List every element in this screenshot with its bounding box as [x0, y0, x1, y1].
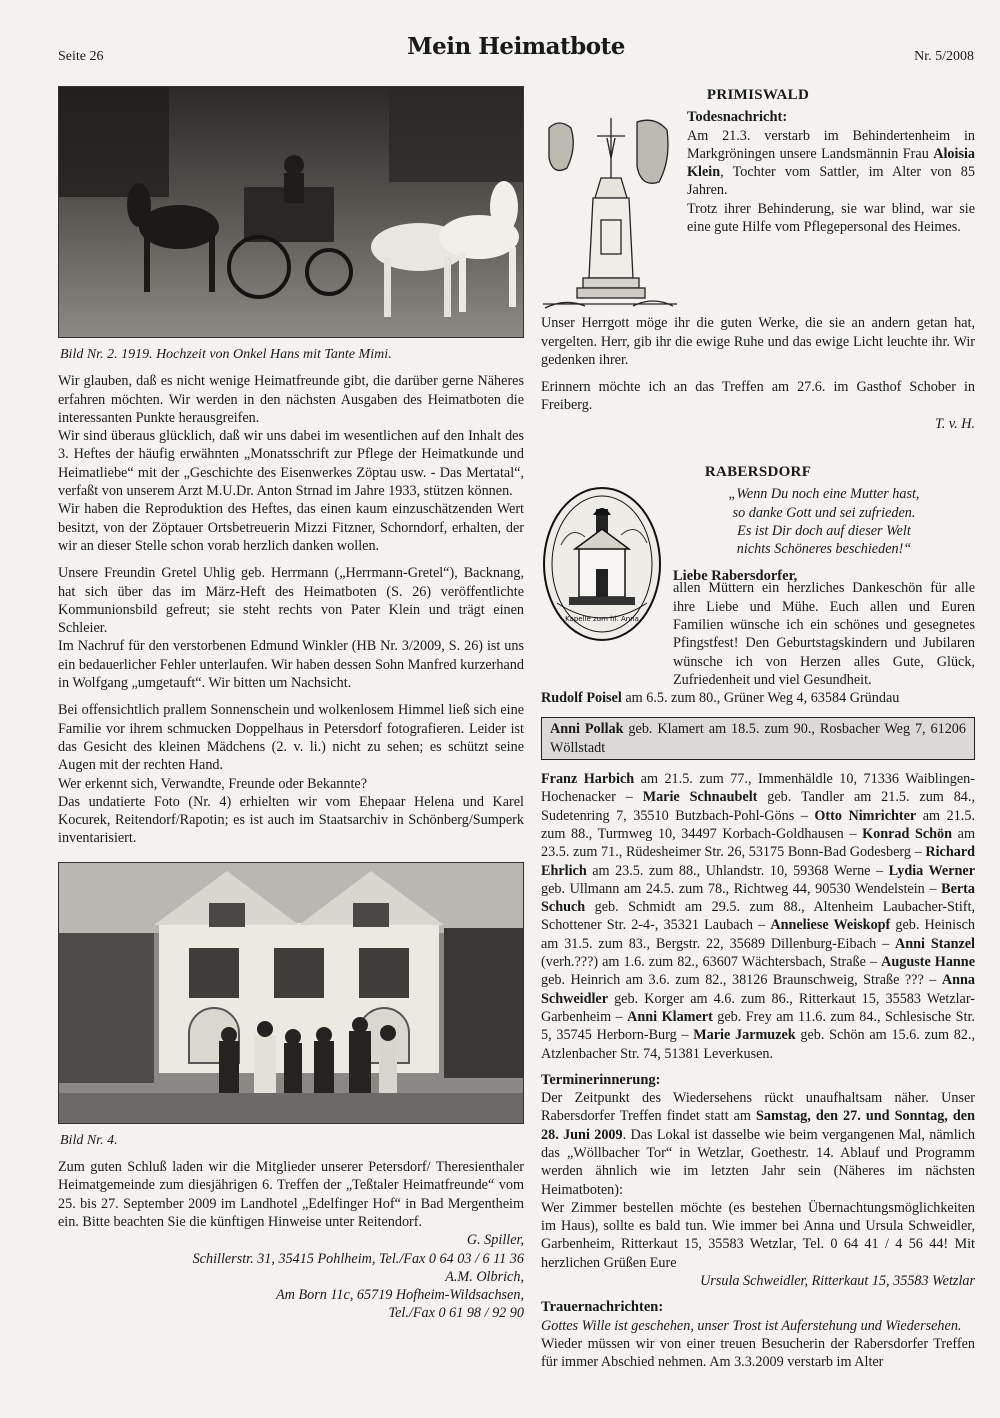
termin-text: Der Zeitpunkt des Wiedersehens rückt unaufhaltsam näher. Unser Rabersdorfer Treffen findet statt am Samstag, den 27. und Sonntag, den 28. Juni 2009. Das Lokal ist dasselbe wie beim vergangenen Mal, nämlich das „Wöllbacher Tor“ in Wetzlar, Goethestr. 14. Ablauf und Programm werden ähnlich wie im letzten Jahr sein (Näheres im nächsten Heimatboten):	[541, 1090, 975, 1198]
greeting-heading: Liebe Rabersdorfer,	[673, 567, 798, 584]
primiswald-section	[541, 86, 975, 433]
birthday-details: am 23.5. zum 88., Uhlandstr. 10, 59368 Werne –	[586, 862, 889, 879]
birthday-details: am 21.5. zum 88., Turmweg 10, 34497 Korbach-Goldhausen –	[541, 807, 975, 842]
chapel-logo-text: Kapelle zum hl. Anna	[565, 615, 639, 624]
signature-name: G. Spiller,	[466, 1232, 524, 1249]
birthday-name: Marie Jarmuzek	[693, 1027, 796, 1044]
birthday-details: am 21.5. zum 77., Immenhäldle 10, 71336 Waiblingen-Hochenacker –	[541, 771, 975, 806]
section-title: RABERSDORF	[704, 464, 812, 481]
house-image	[59, 863, 524, 1124]
poem-line: so danke Gott und sei zufrieden.	[732, 504, 916, 521]
article-paragraph: Wer erkennt sich, Verwandte, Freunde oder Bekannte?	[58, 775, 368, 792]
death-notice-heading: Todesnachricht:	[687, 109, 788, 126]
signature-name: A.M. Olbrich,	[445, 1268, 524, 1285]
birthday-entry: Rudolf Poisel am 6.5. zum 80., Grüner Weg 4, 63584 Gründau	[541, 690, 900, 707]
birthday-details: geb. Korger am 4.6. zum 86., Ritterkaut 15, 35583 Wetzlar-Garbenheim –	[541, 990, 975, 1025]
highlighted-birthday-box: Anni Pollak geb. Klamert am 18.5. zum 90., Rosbacher Weg 7, 61206 Wöllstadt	[541, 717, 975, 760]
article-paragraph: Bei offensichtlich prallem Sonnenschein und wolkenlosem Himmel ließ sich eine Familie vor ihrem schmucken Doppelhaus in Petersdorf fotografieren. Leider ist das Gesicht des kleinen Mädchens (2. v. li.) nicht zu sehen; es schützt seine Augen mit der rechten Hand.	[58, 702, 524, 774]
birthday-details: geb. Heinrich am 3.6. zum 82., 38126 Braunschweig, Straße ??? –	[541, 972, 942, 989]
article-paragraph: Das undatierte Foto (Nr. 4) erhielten wir vom Ehepaar Helena und Karel Kocurek, Reitendorf/Rapotin; es ist auch im Staatsarchiv in Schönberg/Sumperk inventarisiert.	[58, 793, 524, 847]
cross-monument-illustration	[541, 108, 679, 314]
right-column	[541, 86, 975, 1372]
chapel-icon	[541, 485, 663, 643]
birthday-name: Anni Klamert	[627, 1008, 713, 1025]
article-paragraph: Trotz ihrer Behinderung, sie war blind, war sie eine gute Hilfe vom Pflegepersonal des Heimes.	[687, 200, 975, 236]
signature-address: Schillerstr. 31, 35415 Pohlheim, Tel./Fax 0 64 03 / 6 11 36	[192, 1250, 524, 1267]
issue-number: Nr. 5/2008	[914, 49, 974, 64]
poem-line: „Wenn Du noch eine Mutter hast,	[728, 486, 920, 503]
birthday-details: am 23.5. zum 71., Rüdesheimer Str. 26, 53175 Bonn-Bad Godesberg –	[541, 825, 975, 861]
birthday-details: geb. Heinisch am 31.5. zum 83., Bergstr. 22, 35689 Dillenburg-Eibach –	[541, 917, 975, 952]
birthday-details: geb. Schön am 15.6. zum 82., Atzlenbacher Str. 74, 51381 Leverkusen.	[541, 1027, 975, 1062]
termin-heading: Terminerinnerung:	[541, 1071, 661, 1088]
birthday-name: Lydia Werner	[888, 862, 975, 879]
birthday-details: (verh.???) am 1.6. zum 82., 63607 Wächtersbach, Straße –	[541, 954, 882, 971]
article-paragraph: Wir haben die Reproduktion des Heftes, das einen kaum einzuschätzenden Wert besitzt, von der Zöptauer Ortsbetreuerin Mizzi Fitzner, Schorndorf, erhalten, der wir an dieser Stelle schon vorab herzlich danken wollen.	[58, 501, 524, 554]
birthday-name: Auguste Hanne	[881, 954, 975, 971]
trauer-heading: Trauernachrichten:	[541, 1299, 664, 1316]
birthday-name: Konrad Schön	[862, 825, 953, 842]
signature-address: Am Born 11c, 65719 Hofheim-Wildsachsen,	[276, 1287, 524, 1304]
signature: Ursula Schweidler, Ritterkaut 15, 35583 Wetzlar	[700, 1273, 975, 1290]
poem-line: nichts Schöneres beschieden!“	[736, 541, 912, 558]
article-paragraph: Wir glauben, daß es nicht wenige Heimatfreunde gibt, die darüber gerne Näheres erfahren möchten. Wir werden in den nächsten Ausgaben des Heimatboten die interessanten Punkte herausgreifen.	[58, 373, 524, 426]
carriage-image	[59, 87, 524, 338]
article-paragraph: Zum guten Schluß laden wir die Mitglieder unserer Petersdorf/ Theresienthaler Heimatgemeinde zum diesjährigen 6. Treffen der „Teßtaler Heimatfreunde“ vom 25. bis 27. September 2009 im Landhotel „Edelfinger Hof“ in Bad Mergentheim ein. Bitte beachten Sie die künftigen Hinweise unter Reitendorf.	[58, 1159, 524, 1230]
wedding-carriage-photo	[58, 86, 524, 338]
article-paragraph: Erinnern möchte ich an das Treffen am 27.6. im Gasthof Schober in Freiberg.	[541, 379, 975, 414]
article-paragraph: Wir sind überaus glücklich, daß wir uns dabei im wesentlichen auf den Inhalt des 3. Heftes der häufig erwähnten „Monatsschrift zur Pflege der Heimatkunde und Heimatliebe“ mit der „Geschichte des Eisenwerkes Zöptau usw. - Das Mertatal“, verfaßt von unserem Arzt M.U.Dr. Anton Strnad im Jahre 1933, stützen können.	[58, 428, 524, 500]
birthday-name: Berta Schuch	[541, 880, 975, 916]
family-house-photo	[58, 862, 524, 1124]
photo-caption-4: Bild Nr. 4.	[60, 1132, 118, 1148]
article-paragraph: Wieder müssen wir von einer treuen Besucherin der Rabersdorfer Treffen für immer Abschied nehmen. Am 3.3.2009 verstarb im Alter	[541, 1335, 975, 1371]
rabersdorf-section	[541, 463, 975, 1371]
article-paragraph: Im Nachruf für den verstorbenen Edmund Winkler (HB Nr. 3/2009, S. 26) ist uns ein bedauerlicher Fehler unterlaufen. Wir haben dessen Sohn Manfred kurzerhand in Wolfgang „umgetauft“. Wir bitten um Nachsicht.	[58, 638, 524, 692]
birthday-name: Richard Ehrlich	[541, 844, 975, 879]
death-notice-text: Am 21.3. verstarb im Behindertenheim in Markgröningen unsere Landsmännin Frau Aloisia Klein, Tochter vom Sattler, im Alter von 85 Jahren.	[687, 127, 975, 199]
article-paragraph: Unsere Freundin Gretel Uhlig geb. Herrmann („Herrmann-Gretel“), Backnang, hat sich über das im März-Heft des Heimatboten (S. 26) veröffentlichte Kommunionsbild gefreut; sie steht rechts von Pater Klein und trägt einen Schleier.	[58, 565, 524, 637]
trauer-quote: Gottes Wille ist geschehen, unser Trost ist Auferstehung und Wiedersehen.	[541, 1317, 962, 1334]
article-paragraph: Wer Zimmer bestellen möchte (es bestehen Übernachtungsmöglichkeiten im Haus), sollte es bald tun. Wie immer bei Anna und Ursula Schweidler, Garbenheim, Ritterkaut 15, 35583 Wetzlar, Tel. 0 64 41 / 4 56 44! Mit herzlichen Grüßen Eure	[541, 1199, 975, 1271]
birthday-name: Anna Schweidler	[541, 972, 975, 1007]
birthday-details: geb. Schmidt am 29.5. zum 88., Altenheim Laubacher-Stift, Schottener Str. 2-4-, 35321 Laubach –	[541, 899, 975, 934]
chapel-logo	[541, 485, 663, 643]
section-title: PRIMISWALD	[706, 87, 810, 103]
birthday-name: Marie Schnaubelt	[642, 789, 758, 806]
masthead-title: Mein Heimatbote	[407, 33, 625, 60]
signature-initials: T. v. H.	[934, 415, 975, 432]
wayside-cross-icon	[541, 108, 679, 314]
birthday-details: geb. Frey am 11.6. zum 84., Schlesische Str. 5, 35745 Herborn-Burg –	[541, 1008, 975, 1044]
article-paragraph: allen Müttern ein herzliches Dankeschön für alle ihre Liebe und Mühe. Euch allen und Euren Familien wünsche ich ein schönes und gesegnetes Pfingstfest! Den Geburtstagskindern und Jubilaren wünsche ich von Herzen alles Gute, Glück, Zufriedenheit und viel Gesundheit.	[673, 580, 975, 688]
birthday-name: Franz Harbich	[541, 771, 635, 788]
birthday-name: Anni Stanzel	[895, 935, 975, 952]
birthday-name: Otto Nimrichter	[814, 807, 917, 824]
left-column	[58, 86, 524, 1323]
birthday-details: geb. Ullmann am 24.5. zum 78., Richtweg 44, 90530 Wendelstein –	[541, 880, 942, 897]
deceased-name: Aloisia Klein	[687, 145, 975, 181]
poem-line: Es ist Dir doch auf dieser Welt	[737, 522, 911, 539]
signature-phone: Tel./Fax 0 61 98 / 92 90	[388, 1305, 524, 1322]
birthday-details: geb. Tandler am 21.5. zum 84., Sudetenring 7, 35510 Butzbach-Pohl-Göns –	[541, 789, 975, 824]
birthday-name: Anneliese Weiskopf	[770, 917, 891, 934]
page-number: Seite 26	[58, 49, 104, 64]
photo-caption-2: Bild Nr. 2. 1919. Hochzeit von Onkel Hans mit Tante Mimi.	[60, 347, 392, 362]
birthday-list	[541, 770, 975, 1063]
article-paragraph: Unser Herrgott möge ihr die guten Werke, die sie an andern getan hat, vergelten. Herr, gib ihr die ewige Ruhe und das ewige Licht leuchte ihr. Wir gedenken ihrer.	[541, 315, 975, 368]
page-header	[58, 33, 974, 78]
